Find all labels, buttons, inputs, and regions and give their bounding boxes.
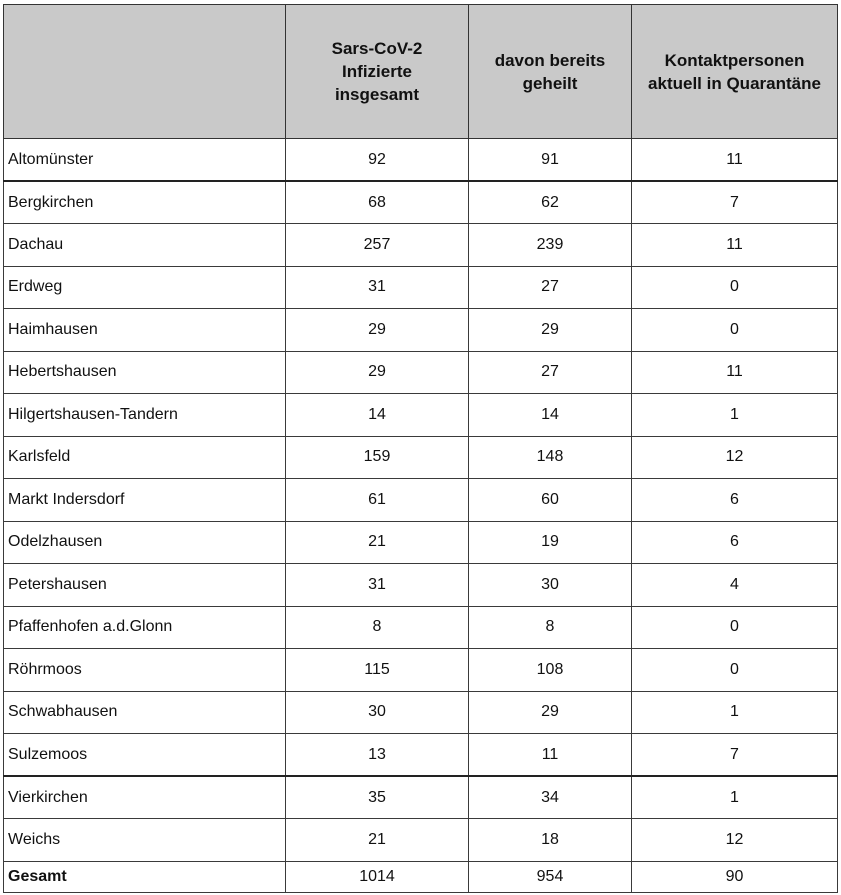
infected-cell: 13 (286, 734, 469, 777)
table-body (4, 139, 838, 893)
municipality-cell: Bergkirchen (4, 181, 286, 224)
table-row (4, 649, 838, 692)
total-municipality-cell: Gesamt (4, 861, 286, 892)
municipality-cell: Karlsfeld (4, 436, 286, 479)
municipality-cell: Odelzhausen (4, 521, 286, 564)
infected-cell: 31 (286, 266, 469, 309)
table-row (4, 351, 838, 394)
municipality-cell: Hebertshausen (4, 351, 286, 394)
quarantine-cell: 11 (632, 224, 838, 267)
municipality-cell: Erdweg (4, 266, 286, 309)
quarantine-cell: 6 (632, 479, 838, 522)
table-header (4, 5, 838, 139)
table-row (4, 776, 838, 819)
table-row (4, 521, 838, 564)
infected-cell: 29 (286, 351, 469, 394)
infected-cell: 21 (286, 819, 469, 862)
table-row (4, 394, 838, 437)
infected-cell: 35 (286, 776, 469, 819)
quarantine-cell: 6 (632, 521, 838, 564)
recovered-cell: 34 (469, 776, 632, 819)
total-quarantine-cell: 90 (632, 861, 838, 892)
municipality-cell: Röhrmoos (4, 649, 286, 692)
header-row (4, 5, 838, 139)
infected-cell: 61 (286, 479, 469, 522)
recovered-cell: 29 (469, 691, 632, 734)
table-row (4, 734, 838, 777)
quarantine-cell: 1 (632, 776, 838, 819)
recovered-cell: 27 (469, 266, 632, 309)
quarantine-cell: 0 (632, 309, 838, 352)
table-row (4, 309, 838, 352)
quarantine-cell: 12 (632, 819, 838, 862)
table-row (4, 266, 838, 309)
recovered-cell: 30 (469, 564, 632, 607)
quarantine-cell: 0 (632, 649, 838, 692)
header-quarantine-contacts: Kontaktpersonen aktuell in Quarantäne (632, 5, 838, 139)
header-infected-total: Sars-CoV-2 Infizierte insgesamt (286, 5, 469, 139)
municipality-cell: Weichs (4, 819, 286, 862)
table-row (4, 224, 838, 267)
infected-cell: 257 (286, 224, 469, 267)
recovered-cell: 91 (469, 139, 632, 182)
covid-cases-table (3, 4, 838, 893)
infected-cell: 14 (286, 394, 469, 437)
municipality-cell: Haimhausen (4, 309, 286, 352)
municipality-cell: Pfaffenhofen a.d.Glonn (4, 606, 286, 649)
quarantine-cell: 0 (632, 266, 838, 309)
total-infected-cell: 1014 (286, 861, 469, 892)
infected-cell: 159 (286, 436, 469, 479)
table-row (4, 819, 838, 862)
infected-cell: 115 (286, 649, 469, 692)
municipality-cell: Sulzemoos (4, 734, 286, 777)
table-row (4, 606, 838, 649)
infected-cell: 92 (286, 139, 469, 182)
municipality-cell: Vierkirchen (4, 776, 286, 819)
quarantine-cell: 7 (632, 734, 838, 777)
municipality-cell: Schwabhausen (4, 691, 286, 734)
table-row (4, 181, 838, 224)
quarantine-cell: 1 (632, 394, 838, 437)
municipality-cell: Petershausen (4, 564, 286, 607)
municipality-cell: Dachau (4, 224, 286, 267)
quarantine-cell: 1 (632, 691, 838, 734)
recovered-cell: 60 (469, 479, 632, 522)
quarantine-cell: 7 (632, 181, 838, 224)
recovered-cell: 18 (469, 819, 632, 862)
table-row (4, 436, 838, 479)
infected-cell: 8 (286, 606, 469, 649)
recovered-cell: 14 (469, 394, 632, 437)
total-row (4, 861, 838, 892)
quarantine-cell: 0 (632, 606, 838, 649)
total-recovered-cell: 954 (469, 861, 632, 892)
table-row (4, 691, 838, 734)
quarantine-cell: 12 (632, 436, 838, 479)
recovered-cell: 239 (469, 224, 632, 267)
recovered-cell: 29 (469, 309, 632, 352)
municipality-cell: Markt Indersdorf (4, 479, 286, 522)
recovered-cell: 62 (469, 181, 632, 224)
recovered-cell: 11 (469, 734, 632, 777)
recovered-cell: 148 (469, 436, 632, 479)
recovered-cell: 108 (469, 649, 632, 692)
recovered-cell: 19 (469, 521, 632, 564)
table-row (4, 139, 838, 182)
recovered-cell: 8 (469, 606, 632, 649)
infected-cell: 21 (286, 521, 469, 564)
infected-cell: 30 (286, 691, 469, 734)
infected-cell: 31 (286, 564, 469, 607)
header-municipality (4, 5, 286, 139)
infected-cell: 29 (286, 309, 469, 352)
municipality-cell: Hilgertshausen-Tandern (4, 394, 286, 437)
infected-cell: 68 (286, 181, 469, 224)
quarantine-cell: 11 (632, 351, 838, 394)
header-recovered: davon bereits geheilt (469, 5, 632, 139)
municipality-cell: Altomünster (4, 139, 286, 182)
quarantine-cell: 4 (632, 564, 838, 607)
quarantine-cell: 11 (632, 139, 838, 182)
recovered-cell: 27 (469, 351, 632, 394)
table-row (4, 564, 838, 607)
table-row (4, 479, 838, 522)
